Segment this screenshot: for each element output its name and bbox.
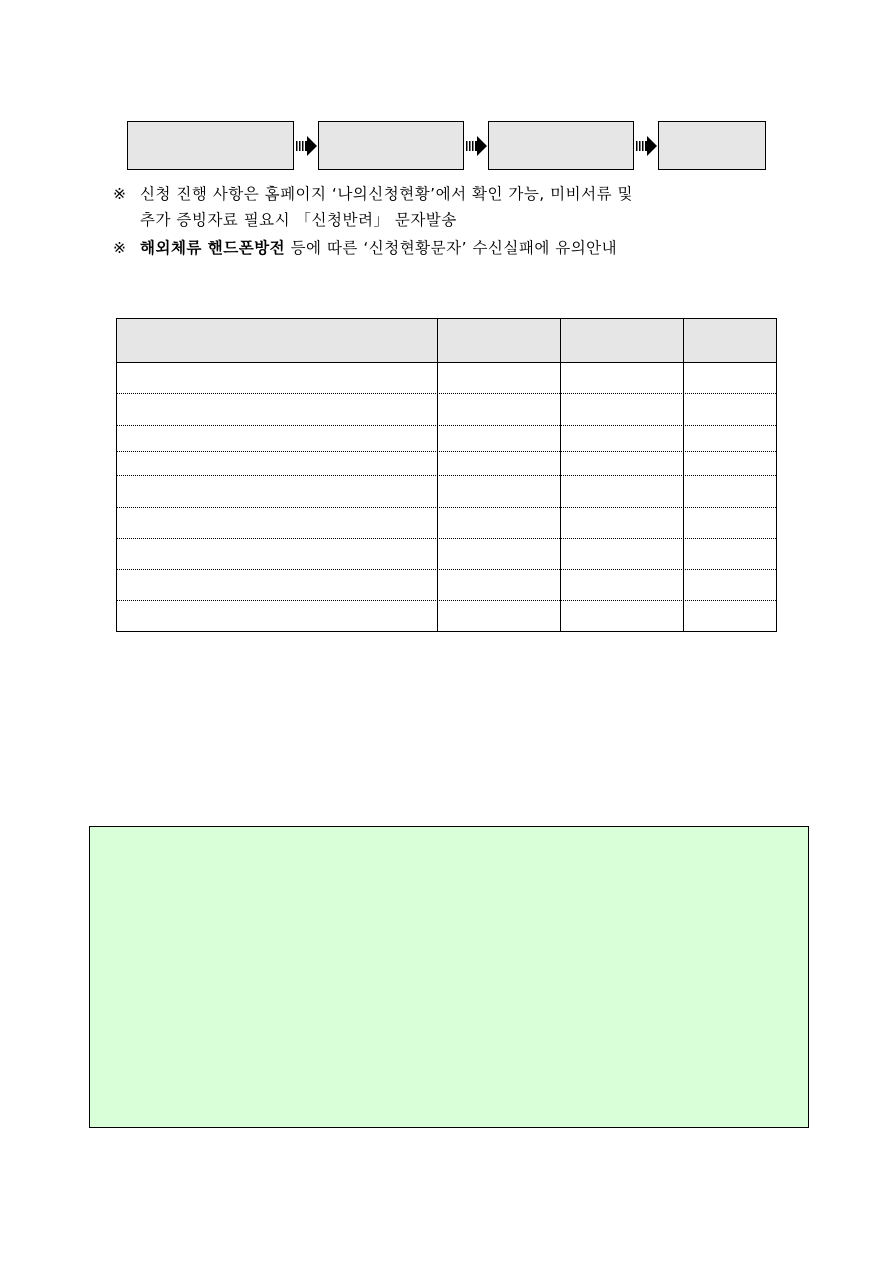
row-divider: [117, 425, 776, 426]
note-2: [113, 238, 617, 258]
reference-mark: ※: [113, 185, 127, 203]
row-divider: [117, 451, 776, 452]
flow-step-1: [127, 121, 294, 170]
row-divider: [117, 569, 776, 570]
note-2-bold-text: 해외체류 핸드폰방전: [140, 239, 286, 257]
reference-mark: ※: [113, 239, 127, 257]
note-2-text: 등에 따른 ‘신청현황문자’ 수신실패에 유의안내: [285, 239, 618, 257]
flow-step-3: [488, 121, 634, 170]
note-1: [113, 184, 633, 204]
arrow-right-icon: [466, 135, 488, 157]
flow-step-2: [318, 121, 464, 170]
row-divider: [117, 538, 776, 539]
note-1-text: 신청 진행 사항은 홈페이지 ‘나의신청현황’에서 확인 가능, 미비서류 및: [140, 185, 633, 203]
row-divider: [117, 600, 776, 601]
row-divider: [117, 507, 776, 508]
row-divider: [117, 475, 776, 476]
note-1-text-continued: 추가 증빙자료 필요시 「신청반려」 문자발송: [140, 211, 457, 229]
table-header-row: [117, 319, 776, 363]
row-divider: [117, 393, 776, 394]
notice-box: [89, 826, 809, 1128]
flow-step-4: [658, 121, 766, 170]
arrow-right-icon: [296, 135, 318, 157]
arrow-right-icon: [636, 135, 658, 157]
note-1-continued: [140, 210, 457, 230]
document-table: [116, 318, 777, 632]
